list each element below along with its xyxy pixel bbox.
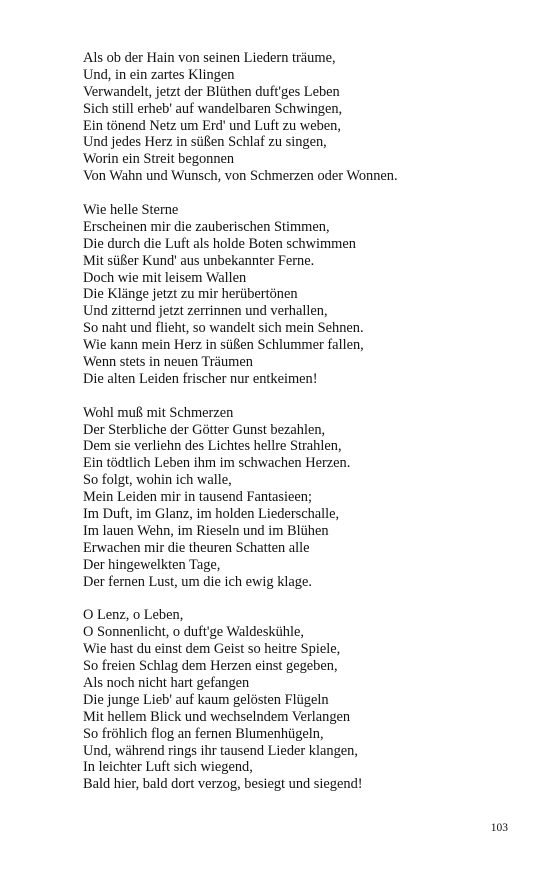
poem-line: Der hingewelkten Tage,: [83, 556, 221, 573]
poem-line: Die junge Lieb' auf kaum gelösten Flügeln: [83, 691, 329, 708]
poem-line: Als ob der Hain von seinen Liedern träume,: [83, 50, 336, 66]
poem-line: Die durch die Luft als holde Boten schwimmen: [83, 235, 356, 252]
poem-line: Und zitternd jetzt zerrinnen und verhallen,: [83, 303, 328, 320]
stanza: [83, 405, 523, 591]
poem-line: So freien Schlag dem Herzen einst gegeben,: [83, 658, 338, 675]
poem-line: Die alten Leiden frischer nur entkeimen!: [83, 370, 318, 387]
poem-line: Mit hellem Blick und wechselndem Verlangen: [83, 708, 351, 725]
poem-line: So folgt, wohin ich walle,: [83, 472, 232, 489]
poem-line: Sich still erheb' auf wandelbaren Schwingen,: [83, 100, 343, 117]
poem-line: Im Duft, im Glanz, im holden Liederschalle,: [83, 506, 340, 523]
stanza: [83, 50, 523, 185]
poem-line: Von Wahn und Wunsch, von Schmerzen oder Wonnen.: [83, 168, 398, 185]
poem-line: Mein Leiden mir in tausend Fantasieen;: [83, 489, 312, 506]
poem-line: Und jedes Herz in süßen Schlaf zu singen,: [83, 134, 327, 151]
poem-line: Als noch nicht hart gefangen: [83, 674, 250, 691]
poem-line: Im lauen Wehn, im Rieseln und im Blühen: [83, 522, 329, 539]
poem-line: Der fernen Lust, um die ich ewig klage.: [83, 573, 312, 590]
poem-line: So naht und flieht, so wandelt sich mein Sehnen.: [83, 320, 364, 337]
poem-line: Worin ein Streit begonnen: [83, 151, 235, 168]
poem-line: So fröhlich flog an fernen Blumenhügeln,: [83, 725, 324, 742]
poem-line: Doch wie mit leisem Wallen: [83, 269, 247, 286]
poem-line: Und, in ein zartes Klingen: [83, 66, 235, 83]
poem-line: Erwachen mir die theuren Schatten alle: [83, 539, 310, 556]
poem-line: Der Sterbliche der Götter Gunst bezahlen,: [83, 421, 326, 438]
poem-line: O Sonnenlicht, o duft'ge Waldeskühle,: [83, 624, 304, 641]
poem-line: Die Klänge jetzt zu mir herübertönen: [83, 286, 298, 303]
poem-line: Wie helle Sterne: [83, 202, 179, 219]
poem-line: Wie hast du einst dem Geist so heitre Spiele,: [83, 641, 341, 658]
poem-line: Wohl muß mit Schmerzen: [83, 404, 234, 421]
poem-line: Dem sie verliehn des Lichtes hellre Strahlen,: [83, 438, 342, 455]
stanza: [83, 607, 523, 793]
poem-line: O Lenz, o Leben,: [83, 607, 184, 624]
page-number: 103: [490, 822, 508, 834]
poem-line: Ein tönend Netz um Erd' und Luft zu weben,: [83, 117, 341, 134]
poem-line: Mit süßer Kund' aus unbekannter Ferne.: [83, 252, 315, 269]
poem-line: In leichter Luft sich wiegend,: [83, 759, 253, 776]
poem-line: Erscheinen mir die zauberischen Stimmen,: [83, 218, 330, 235]
poem-line: Ein tödtlich Leben ihm im schwachen Herzen.: [83, 455, 351, 472]
poem-body: [83, 50, 523, 810]
poem-line: Wenn stets in neuen Träumen: [83, 354, 253, 371]
poem-line: Wie kann mein Herz in süßen Schlummer fallen,: [83, 337, 364, 354]
poem-line: Bald hier, bald dort verzog, besiegt und siegend!: [83, 776, 363, 793]
stanza: [83, 202, 523, 388]
poem-line: Verwandelt, jetzt der Blüthen duft'ges Leben: [83, 83, 340, 100]
poem-line: Und, während rings ihr tausend Lieder klangen,: [83, 742, 358, 759]
